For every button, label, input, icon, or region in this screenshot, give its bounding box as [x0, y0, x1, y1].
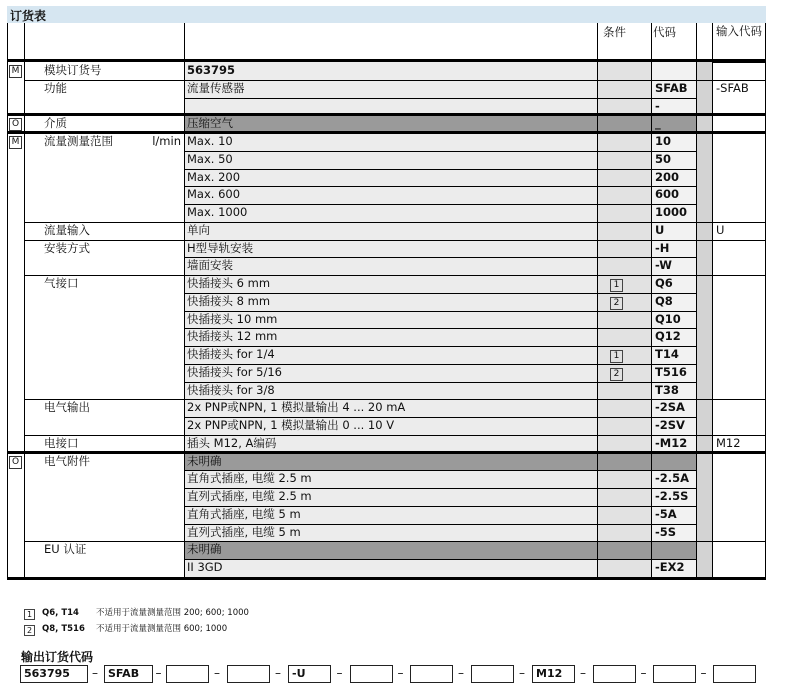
condition-cell	[597, 240, 651, 258]
flag-cell	[7, 80, 24, 98]
gap-cell	[696, 382, 712, 400]
code-separator: –	[640, 666, 647, 680]
code-separator: –	[397, 666, 404, 680]
gap-cell	[696, 488, 712, 506]
input-divider	[712, 222, 766, 223]
row-divider	[184, 98, 696, 99]
gap-cell	[696, 417, 712, 435]
code-separator: –	[519, 666, 525, 680]
function-cell	[24, 328, 184, 346]
input-code-cell	[712, 470, 766, 488]
code-cell: SFAB	[651, 80, 696, 98]
row-divider	[184, 382, 696, 383]
description-cell: 快插接头 8 mm	[184, 293, 597, 311]
input-code-cell	[712, 346, 766, 364]
input-code-cell	[712, 257, 766, 275]
code-cell: Q6	[651, 275, 696, 293]
col-right	[765, 23, 766, 577]
description-cell: H型导轨安装	[184, 240, 597, 258]
function-cell	[24, 399, 184, 417]
input-code-cell	[712, 62, 766, 80]
unit-label: l/min	[152, 134, 181, 148]
flag-cell	[7, 559, 24, 577]
function-cell	[24, 311, 184, 329]
input-code-cell	[712, 186, 766, 204]
flag-badge: O	[9, 456, 22, 469]
code-cell: Q8	[651, 293, 696, 311]
title-band	[7, 6, 766, 23]
condition-note: 2	[610, 297, 623, 310]
row-divider	[184, 470, 696, 471]
condition-cell	[597, 506, 651, 524]
col-code	[651, 23, 652, 577]
input-code-cell: M12	[716, 435, 741, 450]
code-cell: 10	[651, 133, 696, 151]
function-cell	[24, 240, 184, 258]
code-cell: T516	[651, 364, 696, 382]
footnote-text: 不适用于流量测量范围 200; 600; 1000	[96, 608, 249, 618]
gap-cell	[696, 222, 712, 240]
code-separator: –	[155, 666, 162, 680]
function-cell	[24, 488, 184, 506]
footnote-codes: Q6, T14	[42, 608, 79, 618]
input-code-cell	[712, 240, 766, 258]
condition-cell	[597, 541, 651, 559]
gap-cell	[696, 524, 712, 542]
code-cell: Q10	[651, 311, 696, 329]
input-code-cell	[712, 293, 766, 311]
row-divider	[184, 364, 696, 365]
order-code-box[interactable]	[166, 665, 209, 683]
header-input-code: 输入代码	[716, 24, 762, 38]
condition-note: 1	[610, 350, 623, 363]
code-cell	[651, 453, 696, 471]
function-label: 安装方式	[44, 240, 90, 255]
function-label: 模块订货号	[44, 63, 102, 77]
flag-cell	[7, 257, 24, 275]
header-code: 代码	[653, 25, 676, 39]
description-cell: 流量传感器	[184, 80, 597, 98]
order-code-box[interactable]	[471, 665, 514, 683]
code-cell: -M12	[651, 435, 696, 453]
function-cell	[24, 133, 184, 151]
function-cell	[24, 62, 184, 80]
condition-cell	[597, 62, 651, 80]
description-cell: 直角式插座, 电缆 5 m	[184, 506, 597, 524]
flag-cell	[7, 524, 24, 542]
function-label: EU 认证	[44, 542, 87, 557]
condition-cell	[597, 470, 651, 488]
gap-cell	[696, 151, 712, 169]
row-divider	[184, 169, 696, 170]
gap-cell	[696, 62, 712, 80]
condition-cell	[597, 559, 651, 577]
gap-cell	[696, 453, 712, 471]
condition-note: 1	[610, 279, 623, 292]
function-cell	[24, 257, 184, 275]
gap-cell	[696, 80, 712, 98]
description-cell: 快插接头 for 5/16	[184, 364, 597, 382]
function-label: 电接口	[44, 435, 79, 450]
input-divider	[712, 435, 766, 436]
function-cell	[24, 559, 184, 577]
description-cell: 快插接头 10 mm	[184, 311, 597, 329]
order-code-box[interactable]: 563795	[20, 665, 88, 683]
function-label: 电气输出	[44, 400, 90, 415]
order-table	[7, 6, 766, 598]
code-cell: Q12	[651, 328, 696, 346]
flag-cell	[7, 541, 24, 559]
function-label: 介质	[44, 116, 67, 131]
condition-cell	[597, 399, 651, 417]
order-code-box[interactable]	[593, 665, 636, 683]
flag-cell	[7, 311, 24, 329]
description-cell: 墙面安装	[184, 257, 597, 275]
code-cell: -	[651, 98, 696, 116]
input-code-cell	[712, 169, 766, 187]
description-cell: Max. 600	[184, 186, 597, 204]
input-code-cell	[712, 488, 766, 506]
input-code-cell	[712, 133, 766, 151]
gap-cell	[696, 346, 712, 364]
description-cell: 2x PNP或NPN, 1 模拟量输出 0 ... 10 V	[184, 417, 597, 435]
col-desc	[184, 23, 185, 577]
condition-cell	[597, 169, 651, 187]
code-cell: 1000	[651, 204, 696, 222]
condition-cell	[597, 80, 651, 98]
flag-cell	[7, 186, 24, 204]
code-separator: –	[336, 666, 343, 680]
description-cell: 2x PNP或NPN, 1 模拟量输出 4 ... 20 mA	[184, 399, 597, 417]
description-cell: 单向	[184, 222, 597, 240]
flag-cell	[7, 470, 24, 488]
input-code-cell	[712, 382, 766, 400]
input-code-cell: -SFAB	[716, 80, 749, 95]
code-cell: -2.5S	[651, 488, 696, 506]
condition-cell	[597, 151, 651, 169]
code-cell: -W	[651, 257, 696, 275]
function-cell	[24, 470, 184, 488]
flag-cell	[7, 488, 24, 506]
description-cell: 插头 M12, A编码	[184, 435, 597, 453]
code-cell: -2.5A	[651, 470, 696, 488]
flag-cell	[7, 151, 24, 169]
condition-cell	[597, 275, 651, 293]
condition-cell	[597, 222, 651, 240]
code-separator: –	[580, 666, 586, 680]
function-cell	[24, 364, 184, 382]
order-code-box[interactable]: M12	[532, 665, 575, 683]
input-code-cell	[712, 328, 766, 346]
code-cell: T14	[651, 346, 696, 364]
row-divider	[184, 186, 696, 187]
condition-cell	[597, 293, 651, 311]
condition-cell	[597, 488, 651, 506]
condition-cell	[597, 346, 651, 364]
code-cell: U	[651, 222, 696, 240]
code-separator: –	[275, 666, 281, 680]
condition-cell	[597, 417, 651, 435]
row-divider	[184, 559, 696, 560]
function-cell	[24, 382, 184, 400]
flag-cell	[7, 222, 24, 240]
code-cell	[651, 541, 696, 559]
condition-cell	[597, 364, 651, 382]
code-cell: -2SA	[651, 399, 696, 417]
code-cell: _	[651, 115, 696, 133]
row-divider	[184, 151, 696, 152]
gap-cell	[696, 506, 712, 524]
input-code-cell	[712, 506, 766, 524]
footnote-text: 不适用于流量测量范围 600; 1000	[96, 624, 228, 634]
flag-cell	[7, 364, 24, 382]
description-cell: 快插接头 6 mm	[184, 275, 597, 293]
description-cell: 快插接头 for 3/8	[184, 382, 597, 400]
group-divider	[24, 222, 766, 223]
row-divider	[184, 488, 696, 489]
gap-cell	[696, 470, 712, 488]
function-label: 电气附件	[44, 453, 90, 468]
function-cell	[24, 524, 184, 542]
description-cell: Max. 10	[184, 133, 597, 151]
function-cell	[24, 293, 184, 311]
order-code-box[interactable]	[350, 665, 393, 683]
order-code-box[interactable]	[410, 665, 453, 683]
function-label: 流量输入	[44, 222, 90, 237]
condition-cell	[597, 382, 651, 400]
code-cell: -5S	[651, 524, 696, 542]
description-cell: Max. 200	[184, 169, 597, 187]
input-code-cell	[712, 204, 766, 222]
function-cell	[24, 80, 184, 98]
condition-cell	[597, 524, 651, 542]
footnote-number: 1	[24, 609, 35, 620]
condition-cell	[597, 328, 651, 346]
input-code-cell	[712, 453, 766, 471]
gap-cell	[696, 541, 712, 559]
flag-cell	[7, 62, 24, 80]
condition-cell	[597, 186, 651, 204]
table-title: 订货表	[10, 9, 47, 23]
gap-cell	[696, 293, 712, 311]
description-cell: II 3GD	[184, 559, 597, 577]
gap-cell	[696, 240, 712, 258]
condition-cell	[597, 204, 651, 222]
input-code-cell	[712, 541, 766, 559]
section-divider	[7, 131, 766, 134]
input-code-cell	[712, 417, 766, 435]
flag-cell	[7, 382, 24, 400]
description-cell: 压缩空气	[184, 115, 597, 133]
flag-badge: M	[9, 65, 22, 78]
input-divider	[712, 62, 766, 63]
function-cell	[24, 453, 184, 471]
input-code-cell: U	[716, 222, 725, 237]
input-divider	[712, 399, 766, 400]
input-code-cell	[712, 275, 766, 293]
description-cell: 未明确	[184, 541, 597, 559]
row-divider	[184, 311, 696, 312]
header-divider	[7, 59, 766, 62]
input-divider	[712, 275, 766, 276]
input-code-cell	[712, 559, 766, 577]
code-cell: -2SV	[651, 417, 696, 435]
function-cell	[24, 169, 184, 187]
code-separator: –	[700, 666, 707, 680]
function-cell	[24, 541, 184, 559]
input-divider	[712, 80, 766, 81]
description-cell: 直角式插座, 电缆 2.5 m	[184, 470, 597, 488]
gap-cell	[696, 311, 712, 329]
group-divider	[24, 399, 766, 400]
col-gap	[696, 23, 697, 577]
code-cell: -EX2	[651, 559, 696, 577]
condition-cell	[597, 257, 651, 275]
group-divider	[24, 435, 766, 436]
function-cell	[24, 346, 184, 364]
order-code-box[interactable]	[227, 665, 270, 683]
row-divider	[184, 257, 696, 258]
description-cell: Max. 50	[184, 151, 597, 169]
description-cell: 直列式插座, 电缆 2.5 m	[184, 488, 597, 506]
code-cell: 600	[651, 186, 696, 204]
section-divider	[7, 451, 766, 454]
gap-cell	[696, 328, 712, 346]
input-divider	[712, 115, 766, 116]
gap-cell	[696, 133, 712, 151]
flag-cell	[7, 417, 24, 435]
gap-cell	[696, 399, 712, 417]
code-separator: –	[214, 666, 220, 680]
function-cell	[24, 417, 184, 435]
order-code-box[interactable]	[653, 665, 696, 683]
gap-cell	[696, 275, 712, 293]
flag-cell	[7, 346, 24, 364]
flag-cell	[7, 328, 24, 346]
description-cell: 直列式插座, 电缆 5 m	[184, 524, 597, 542]
footnote-number: 2	[24, 625, 35, 636]
gap-cell	[696, 186, 712, 204]
flag-cell	[7, 204, 24, 222]
code-separator: –	[92, 666, 98, 680]
gap-cell	[696, 257, 712, 275]
flag-cell	[7, 506, 24, 524]
flag-badge: M	[9, 136, 22, 149]
description-cell: 未明确	[184, 453, 597, 471]
row-divider	[184, 417, 696, 418]
col-left	[7, 23, 8, 577]
code-cell	[651, 62, 696, 80]
code-cell: 50	[651, 151, 696, 169]
input-code-cell	[712, 364, 766, 382]
function-cell	[24, 222, 184, 240]
description-cell: 快插接头 12 mm	[184, 328, 597, 346]
function-cell	[24, 275, 184, 293]
input-code-cell	[712, 151, 766, 169]
input-divider	[712, 541, 766, 542]
condition-note: 2	[610, 368, 623, 381]
col-func	[24, 23, 25, 577]
gap-cell	[696, 364, 712, 382]
order-code-box[interactable]: -U	[288, 665, 331, 683]
condition-cell	[597, 311, 651, 329]
group-divider	[24, 80, 766, 81]
function-cell	[24, 186, 184, 204]
description-cell: Max. 1000	[184, 204, 597, 222]
description-cell: 快插接头 for 1/4	[184, 346, 597, 364]
row-divider	[184, 524, 696, 525]
condition-cell	[597, 453, 651, 471]
code-cell: -H	[651, 240, 696, 258]
function-cell	[24, 204, 184, 222]
flag-cell	[7, 453, 24, 471]
input-divider	[712, 453, 766, 454]
code-cell: 200	[651, 169, 696, 187]
function-cell	[24, 151, 184, 169]
group-divider	[24, 275, 766, 276]
row-divider	[184, 293, 696, 294]
row-divider	[184, 328, 696, 329]
gap-cell	[696, 559, 712, 577]
table-bottom	[7, 577, 766, 580]
input-code-cell	[712, 311, 766, 329]
gap-cell	[696, 169, 712, 187]
function-label: 气接口	[44, 276, 79, 290]
input-code-cell	[712, 524, 766, 542]
input-divider	[712, 240, 766, 241]
code-cell: T38	[651, 382, 696, 400]
code-cell: -5A	[651, 506, 696, 524]
description-cell: 563795	[184, 62, 597, 80]
input-divider	[712, 133, 766, 134]
flag-cell	[7, 275, 24, 293]
row-divider	[184, 346, 696, 347]
code-separator: –	[458, 666, 464, 680]
flag-cell	[7, 169, 24, 187]
order-code-box[interactable]	[713, 665, 756, 683]
row-divider	[184, 204, 696, 205]
col-input	[712, 23, 713, 577]
condition-cell	[597, 133, 651, 151]
col-cond	[597, 23, 598, 577]
flag-cell	[7, 399, 24, 417]
flag-badge: O	[9, 118, 22, 131]
footnote-codes: Q8, T516	[42, 624, 85, 634]
function-label: 流量测量范围	[44, 134, 113, 148]
input-code-cell	[712, 399, 766, 417]
gap-cell	[696, 204, 712, 222]
group-divider	[24, 240, 766, 241]
flag-cell	[7, 293, 24, 311]
group-divider	[24, 541, 766, 542]
function-cell	[24, 506, 184, 524]
order-code-box[interactable]: SFAB	[104, 665, 153, 683]
output-title: 输出订货代码	[21, 650, 94, 664]
section-divider	[7, 113, 766, 116]
row-divider	[184, 506, 696, 507]
flag-cell	[7, 133, 24, 151]
function-label: 功能	[44, 80, 67, 95]
flag-cell	[7, 240, 24, 258]
header-condition: 条件	[603, 25, 626, 39]
